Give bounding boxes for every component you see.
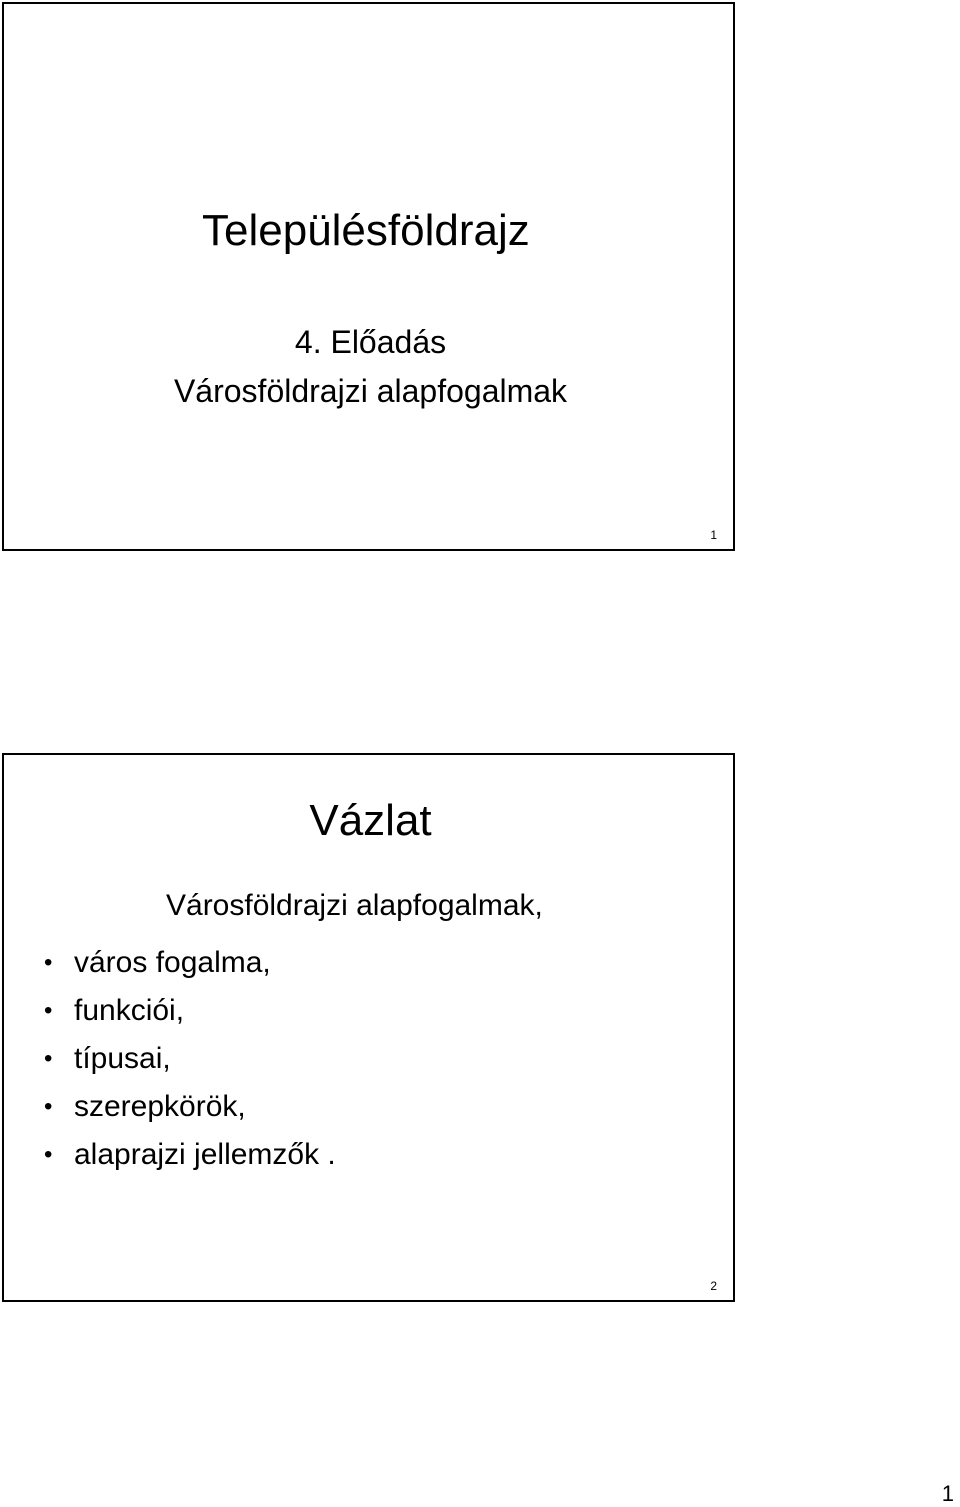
slide-2-bullet-list — [44, 939, 336, 1179]
slide-2-intro: Városföldrajzi alapfogalmak, — [166, 889, 543, 922]
list-item — [44, 987, 336, 1035]
bullet-icon: • — [44, 1093, 53, 1120]
bullet-icon: • — [44, 997, 53, 1024]
list-item-text: város fogalma, — [74, 946, 271, 979]
slide-1-subtitle-topic: Városföldrajzi alapfogalmak — [173, 373, 568, 409]
slide-1-number: 1 — [710, 528, 717, 542]
slide-2 — [2, 753, 735, 1302]
slide-2-number: 2 — [710, 1279, 717, 1293]
bullet-icon: • — [44, 1045, 53, 1072]
bullet-icon: • — [44, 949, 53, 976]
list-item — [44, 939, 336, 987]
slide-1 — [2, 2, 735, 551]
list-item — [44, 1131, 336, 1179]
list-item-text: funkciói, — [74, 994, 185, 1027]
slide-1-title: Településföldrajz — [202, 206, 530, 255]
list-item-text: típusai, — [74, 1042, 171, 1075]
list-item-text: szerepkörök, — [74, 1090, 246, 1123]
list-item — [44, 1083, 336, 1131]
list-item-text: alaprajzi jellemzők . — [74, 1138, 336, 1171]
list-item — [44, 1035, 336, 1083]
page-number: 1 — [941, 1481, 954, 1506]
slide-1-subtitle-lecture: 4. Előadás — [294, 324, 447, 360]
bullet-icon: • — [44, 1141, 53, 1168]
slide-2-title: Vázlat — [309, 796, 432, 845]
